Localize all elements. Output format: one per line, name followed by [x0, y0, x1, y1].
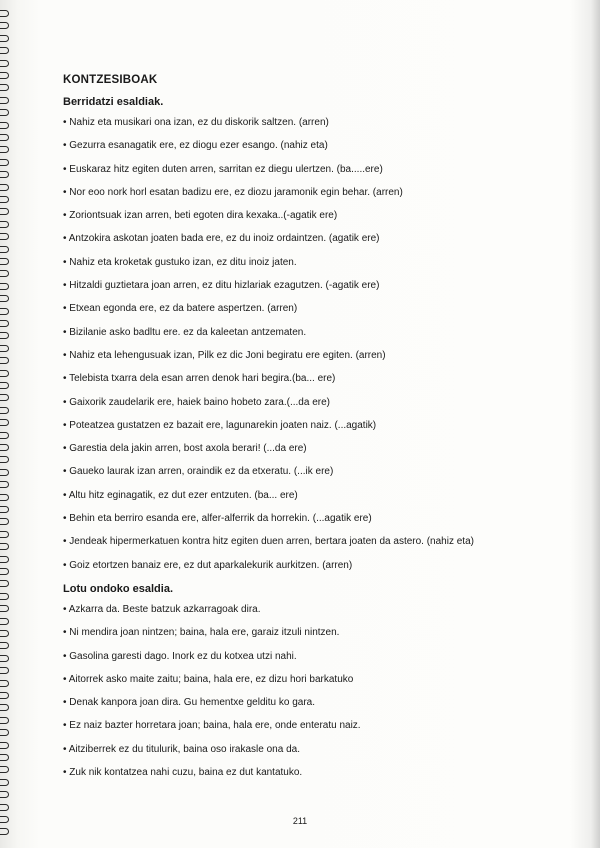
page-title: KONTZESIBOAK [63, 74, 158, 86]
spiral-coil [0, 357, 9, 364]
spiral-coil [0, 717, 9, 724]
spiral-coil [0, 568, 9, 575]
spiral-coil [0, 692, 9, 699]
spiral-coil [0, 72, 9, 79]
spiral-coil [0, 779, 9, 786]
spiral-coil [0, 221, 9, 228]
list-item: • Telebista txarra dela esan arren denok hari begira.(ba... ere) [63, 373, 543, 385]
list-item: • Gezurra esanagatik ere, ez diogu ezer esango. (nahiz eta) [63, 140, 543, 152]
spiral-coil [0, 47, 9, 54]
spiral-coil [0, 518, 9, 525]
list-item: • Nahiz eta musikari ona izan, ez du diskorik saltzen. (arren) [63, 117, 543, 129]
list-item: • Azkarra da. Beste batzuk azkarragoak dira. [63, 604, 543, 616]
spiral-coil [0, 742, 9, 749]
list-item: • Jendeak hipermerkatuen kontra hitz egiten duen arren, bertara joaten da astero. (nahiz eta) [63, 536, 543, 548]
spiral-coil [0, 791, 9, 798]
spiral-coil [0, 407, 9, 414]
spiral-coil [0, 382, 9, 389]
spiral-coil [0, 196, 9, 203]
list-item: • Nor eoo nork horl esatan badizu ere, ez diozu jaramonik egin behar. (arren) [63, 187, 543, 199]
list-item: • Antzokira askotan joaten bada ere, ez du inoiz ordaintzen. (agatik ere) [63, 233, 543, 245]
spiral-coil [0, 556, 9, 563]
page-number: 211 [292, 816, 308, 826]
spiral-coil [0, 481, 9, 488]
spiral-coil [0, 258, 9, 265]
spiral-coil [0, 543, 9, 550]
spiral-coil [0, 642, 9, 649]
spiral-coil [0, 680, 9, 687]
list-item: • Ez naiz bazter horretara joan; baina, hala ere, onde enteratu naiz. [63, 720, 543, 732]
spiral-coil [0, 729, 9, 736]
list-item: • Gasolina garesti dago. Inork ez du kotxea utzi nahi. [63, 651, 543, 663]
page-edge-shadow [570, 0, 600, 848]
spiral-coil [0, 630, 9, 637]
list-item: • Zoriontsuak izan arren, beti egoten dira kexaka..(-agatik ere) [63, 210, 543, 222]
spiral-coil [0, 146, 9, 153]
spiral-coil [0, 766, 9, 773]
spiral-coil [0, 605, 9, 612]
spiral-coil [0, 531, 9, 538]
list-item: • Hitzaldi guztietara joan arren, ez ditu hizlariak ezagutzen. (-agatik ere) [63, 280, 543, 292]
list-item: • Denak kanpora joan dira. Gu hementxe gelditu ko gara. [63, 697, 543, 709]
section-title-join: Lotu ondoko esaldia. [63, 582, 174, 595]
spiral-coil [0, 655, 9, 662]
exercise-list-rewrite [63, 117, 543, 572]
spiral-coil [0, 97, 9, 104]
spiral-coil [0, 246, 9, 253]
spiral-coil [0, 469, 9, 476]
spiral-coil [0, 667, 9, 674]
spiral-coil [0, 84, 9, 91]
spiral-coil [0, 171, 9, 178]
spiral-coil [0, 370, 9, 377]
spiral-coil [0, 419, 9, 426]
spiral-coil [0, 35, 9, 42]
section-title-rewrite: Berridatzi esaldiak. [63, 96, 164, 108]
spiral-coil [0, 580, 9, 587]
spiral-binding [0, 10, 14, 840]
spiral-coil [0, 828, 9, 835]
spiral-coil [0, 506, 9, 513]
spiral-coil [0, 308, 9, 315]
list-item: • Zuk nik kontatzea nahi cuzu, baina ez dut kantatuko. [63, 767, 543, 779]
spiral-coil [0, 754, 9, 761]
list-item: • Goiz etortzen banaiz ere, ez dut aparkalekurik aurkitzen. (arren) [63, 560, 543, 572]
spiral-coil [0, 22, 9, 29]
spiral-coil [0, 295, 9, 302]
exercise-list-join [63, 604, 543, 779]
spiral-coil [0, 345, 9, 352]
spiral-coil [0, 122, 9, 129]
spiral-coil [0, 444, 9, 451]
spiral-coil [0, 332, 9, 339]
list-item: • Behin eta berriro esanda ere, alfer-alferrik da horrekin. (...agatik ere) [63, 513, 543, 525]
spiral-coil [0, 184, 9, 191]
spiral-coil [0, 208, 9, 215]
spiral-coil [0, 233, 9, 240]
list-item: • Poteatzea gustatzen ez bazait ere, lagunarekin joaten naiz. (...agatik) [63, 420, 543, 432]
list-item: • Gaixorik zaudelarik ere, haiek baino hobeto zara.(...da ere) [63, 397, 543, 409]
list-item: • Ni mendira joan nintzen; baina, hala ere, garaiz itzuli nintzen. [63, 627, 543, 639]
spiral-coil [0, 159, 9, 166]
list-item: • Etxean egonda ere, ez da batere aspertzen. (arren) [63, 303, 543, 315]
spiral-coil [0, 494, 9, 501]
spiral-coil [0, 618, 9, 625]
spiral-coil [0, 704, 9, 711]
spiral-coil [0, 456, 9, 463]
list-item: • Nahiz eta lehengusuak izan, Pilk ez dic Joni begiratu ere egiten. (arren) [63, 350, 543, 362]
list-item: • Aitorrek asko maite zaitu; baina, hala ere, ez dizu hori barkatuko [63, 674, 543, 686]
page-content [63, 74, 543, 790]
list-item: • Euskaraz hitz egiten duten arren, sarritan ez diegu ulertzen. (ba.....ere) [63, 164, 543, 176]
list-item: • Aitziberrek ez du titulurik, baina oso irakasle ona da. [63, 744, 543, 756]
list-item: • Garestia dela jakin arren, bost axola berari! (...da ere) [63, 443, 543, 455]
spiral-coil [0, 10, 9, 17]
spiral-coil [0, 109, 9, 116]
spiral-coil [0, 283, 9, 290]
spiral-coil [0, 134, 9, 141]
spiral-coil [0, 432, 9, 439]
spiral-coil [0, 320, 9, 327]
spiral-coil [0, 60, 9, 67]
list-item: • Gaueko laurak izan arren, oraindik ez da etxeratu. (...ik ere) [63, 466, 543, 478]
list-item: • Bizilanie asko badltu ere. ez da kaleetan antzematen. [63, 327, 543, 339]
spiral-coil [0, 593, 9, 600]
spiral-coil [0, 394, 9, 401]
list-item: • Altu hitz eginagatik, ez dut ezer entzuten. (ba... ere) [63, 490, 543, 502]
spiral-coil [0, 270, 9, 277]
list-item: • Nahiz eta kroketak gustuko izan, ez ditu inoiz jaten. [63, 257, 543, 269]
spiral-coil [0, 804, 9, 811]
